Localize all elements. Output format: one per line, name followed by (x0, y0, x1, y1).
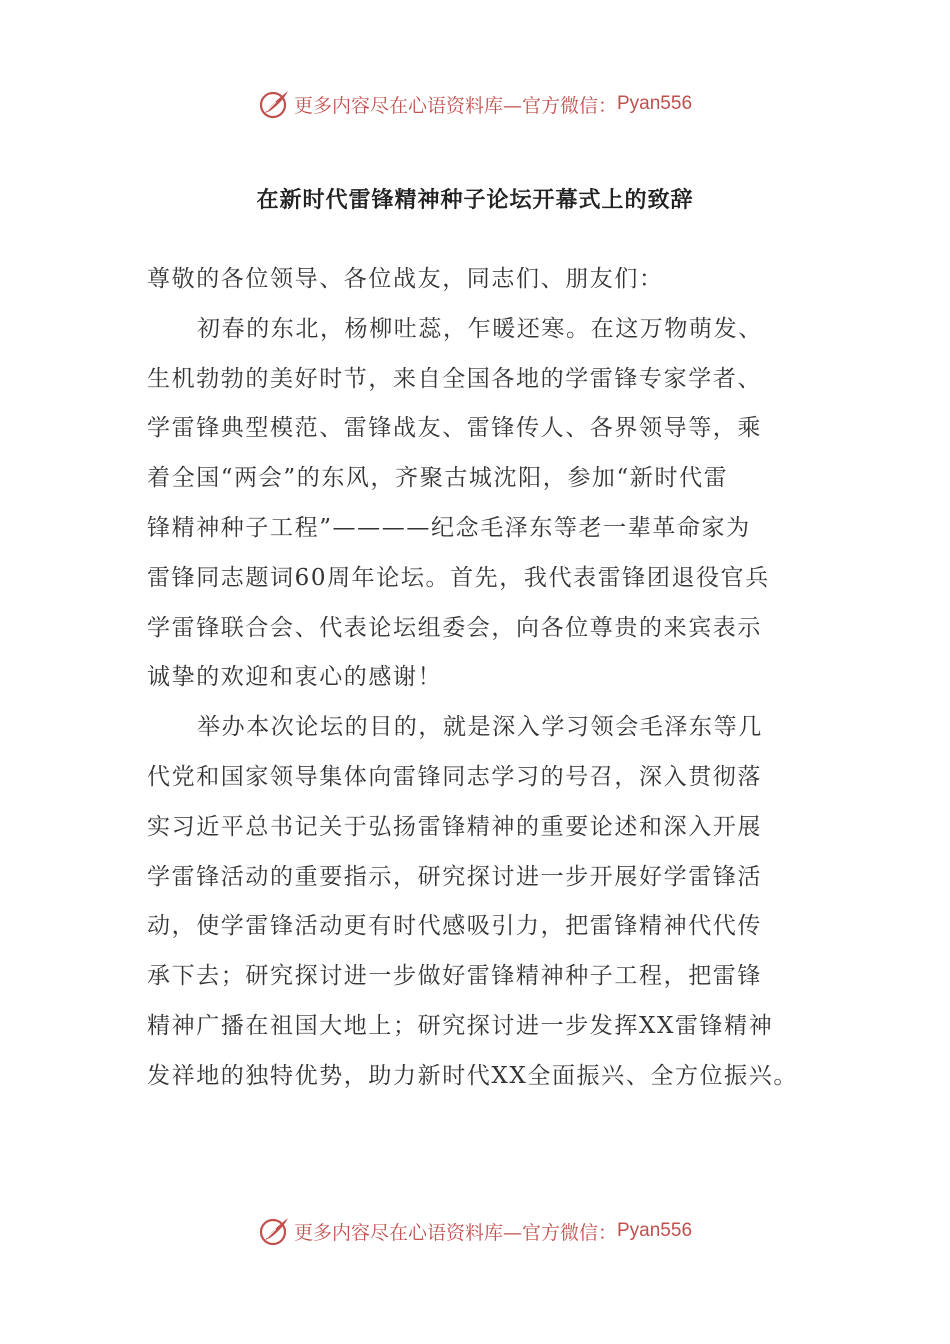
text-line: 动，使学雷锋活动更有时代感吸引力，把雷锋精神代代传 (147, 913, 762, 940)
text-line: 生机勃勃的美好时节，来自全国各地的学雷锋专家学者、 (147, 365, 762, 392)
document-title: 在新时代雷锋精神种子论坛开幕式上的致辞 (256, 188, 694, 213)
text-line: 发祥地的独特优势，助力新时代XX全面振兴、全方位振兴。 (147, 1062, 798, 1089)
text-line: 精神广播在祖国大地上；研究探讨进一步发挥XX雷锋精神 (147, 1012, 774, 1039)
text-line: 雷锋同志题词60周年论坛。首先，我代表雷锋团退役官兵 (147, 564, 770, 591)
text-line: 学雷锋联合会、代表论坛组委会，向各位尊贵的来宾表示 (147, 614, 762, 641)
watermark-text: 更多内容尽在心语资料库—官方微信： (293, 1221, 617, 1244)
quill-seal-icon (258, 87, 292, 121)
text-line: 学雷锋典型模范、雷锋战友、雷锋传人、各界领导等，乘 (147, 415, 762, 442)
header-watermark (0, 84, 950, 124)
paragraph-2 (147, 703, 819, 1101)
paragraph-1 (147, 305, 819, 703)
text-line: 实习近平总书记关于弘扬雷锋精神的重要论述和深入开展 (147, 813, 762, 840)
document-body (147, 255, 819, 1102)
watermark-wechat-id: Pyan556 (617, 1220, 693, 1241)
watermark-text: 更多内容尽在心语资料库—官方微信： (293, 94, 617, 117)
text-line: 承下去；研究探讨进一步做好雷锋精神种子工程，把雷锋 (147, 963, 762, 990)
greeting-line: 尊敬的各位领导、各位战友，同志们、朋友们： (147, 266, 664, 292)
text-line: 诚挚的欢迎和衷心的感谢！ (147, 664, 443, 691)
footer-watermark (0, 1211, 950, 1251)
text-line: 学雷锋活动的重要指示，研究探讨进一步开展好学雷锋活 (147, 863, 762, 890)
quill-seal-icon (258, 1214, 292, 1248)
text-line: 锋精神种子工程”————纪念毛泽东等老一辈革命家为 (147, 514, 751, 541)
text-line: 初春的东北，杨柳吐蕊，乍暖还寒。在这万物萌发、 (197, 315, 763, 342)
text-line: 着全国“两会”的东风，齐聚古城沈阳，参加“新时代雷 (147, 465, 729, 492)
text-line: 代党和国家领导集体向雷锋同志学习的号召，深入贯彻落 (147, 763, 762, 790)
watermark-wechat-id: Pyan556 (617, 93, 693, 114)
text-line: 举办本次论坛的目的，就是深入学习领会毛泽东等几 (197, 714, 763, 741)
